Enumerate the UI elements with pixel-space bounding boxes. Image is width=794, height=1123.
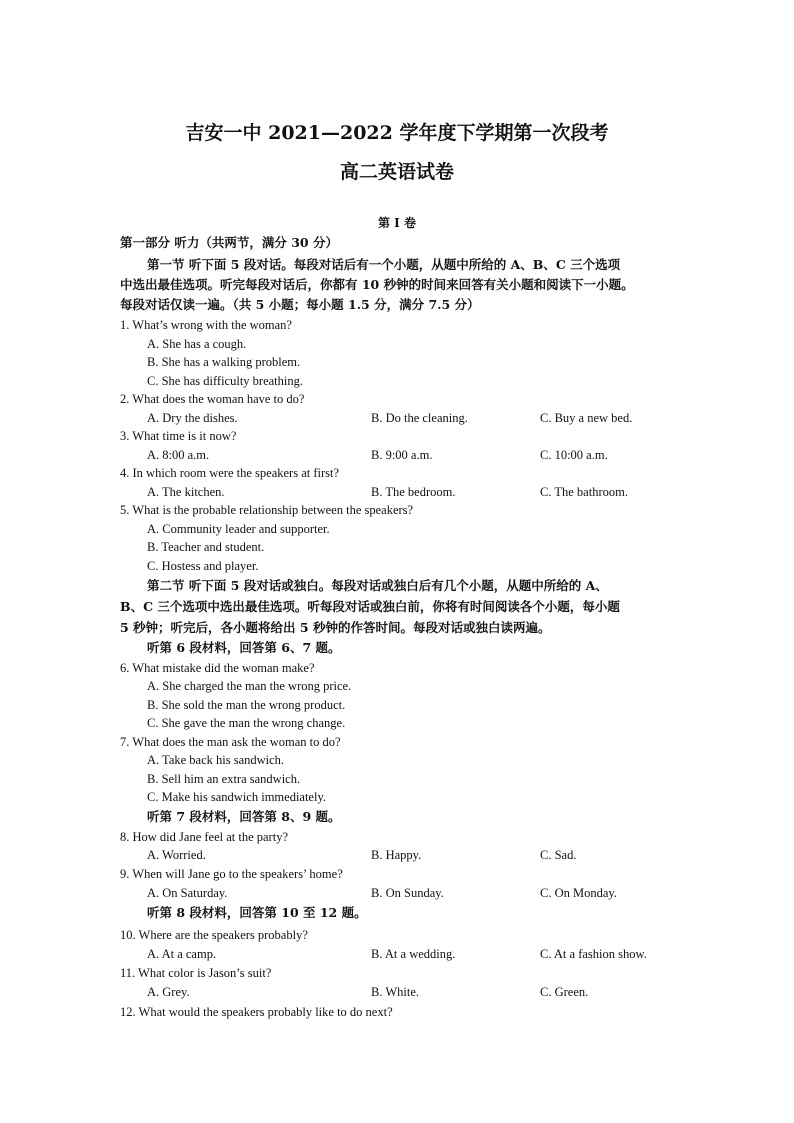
option-2a: A. Dry the dishes. <box>147 411 238 425</box>
option-7c: C. Make his sandwich immediately. <box>147 790 327 804</box>
option-5b: B. Teacher and student. <box>147 540 265 554</box>
section1-instructions-line2: 中选出最佳选项。听完每段对话后，你都有 10 秒钟的时间来回答有关小题和阅读下一小题。 <box>120 277 634 292</box>
question-5: 5. What is the probable relationship between the speakers? <box>120 503 414 517</box>
question-6: 6. What mistake did the woman make? <box>120 661 315 675</box>
option-6b: B. She sold the man the wrong product. <box>147 698 346 712</box>
option-1c: C. She has difficulty breathing. <box>147 374 303 388</box>
question-1: 1. What’s wrong with the woman? <box>120 318 292 332</box>
options-row-3 <box>0 447 794 463</box>
option-6a: A. She charged the man the wrong price. <box>147 679 352 693</box>
option-5a: A. Community leader and supporter. <box>147 522 330 536</box>
material-6-heading: 听第 6 段材料，回答第 6、7 题。 <box>147 640 341 655</box>
question-9: 9. When will Jane go to the speakers’ home? <box>120 867 343 881</box>
option-4b: B. The bedroom. <box>371 485 456 499</box>
option-9b: B. On Sunday. <box>371 886 444 900</box>
options-row-4 <box>0 484 794 500</box>
question-7: 7. What does the man ask the woman to do? <box>120 735 341 749</box>
options-row-9 <box>0 885 794 901</box>
question-3: 3. What time is it now? <box>120 429 237 443</box>
option-11a: A. Grey. <box>147 985 190 999</box>
material-8-heading: 听第 8 段材料，回答第 10 至 12 题。 <box>147 905 367 920</box>
volume-label: 第 I 卷 <box>378 216 416 230</box>
question-2: 2. What does the woman have to do? <box>120 392 305 406</box>
option-3a: A. 8:00 a.m. <box>147 448 210 462</box>
option-9a: A. On Saturday. <box>147 886 228 900</box>
question-11: 11. What color is Jason’s suit? <box>120 966 272 980</box>
exam-title: 吉安一中 2021—2022 学年度下学期第一次段考 <box>185 122 609 144</box>
option-4c: C. The bathroom. <box>540 485 628 499</box>
option-2b: B. Do the cleaning. <box>371 411 468 425</box>
question-4: 4. In which room were the speakers at first? <box>120 466 340 480</box>
option-10a: A. At a camp. <box>147 947 217 961</box>
option-7b: B. Sell him an extra sandwich. <box>147 772 301 786</box>
material-7-heading: 听第 7 段材料，回答第 8、9 题。 <box>147 809 341 824</box>
section2-instructions-line3: 5 秒钟；听完后，各小题将给出 5 秒钟的作答时间。每段对话或独白读两遍。 <box>120 620 551 635</box>
exam-subtitle: 高二英语试卷 <box>339 161 454 183</box>
question-8: 8. How did Jane feel at the party? <box>120 830 288 844</box>
option-11c: C. Green. <box>540 985 589 999</box>
option-5c: C. Hostess and player. <box>147 559 259 573</box>
option-8c: C. Sad. <box>540 848 577 862</box>
options-row-10 <box>0 946 794 962</box>
question-12: 12. What would the speakers probably like to do next? <box>120 1005 393 1019</box>
option-2c: C. Buy a new bed. <box>540 411 633 425</box>
section2-instructions-line2: B、C 三个选项中选出最佳选项。听每段对话或独白前，你将有时间阅读各个小题，每小题 <box>120 599 620 614</box>
question-10: 10. Where are the speakers probably? <box>120 928 308 942</box>
option-1b: B. She has a walking problem. <box>147 355 301 369</box>
option-8b: B. Happy. <box>371 848 422 862</box>
section2-instructions-line1: 第二节 听下面 5 段对话或独白。每段对话或独白后有几个小题，从题中所给的 A、 <box>147 578 608 593</box>
section1-instructions-line3: 每段对话仅读一遍。（共 5 小题；每小题 1.5 分，满分 7.5 分） <box>120 297 480 312</box>
option-6c: C. She gave the man the wrong change. <box>147 716 346 730</box>
section1-instructions-line1: 第一节 听下面 5 段对话。每段对话后有一个小题，从题中所给的 A、B、C 三个选项 <box>147 257 621 272</box>
option-1a: A. She has a cough. <box>147 337 247 351</box>
options-row-2 <box>0 410 794 426</box>
option-3b: B. 9:00 a.m. <box>371 448 433 462</box>
option-3c: C. 10:00 a.m. <box>540 448 608 462</box>
option-10b: B. At a wedding. <box>371 947 456 961</box>
option-10c: C. At a fashion show. <box>540 947 647 961</box>
part1-heading: 第一部分 听力（共两节，满分 30 分） <box>120 235 338 250</box>
option-11b: B. White. <box>371 985 420 999</box>
option-7a: A. Take back his sandwich. <box>147 753 285 767</box>
option-8a: A. Worried. <box>147 848 206 862</box>
option-9c: C. On Monday. <box>540 886 617 900</box>
options-row-8 <box>0 847 794 863</box>
option-4a: A. The kitchen. <box>147 485 225 499</box>
options-row-11 <box>0 984 794 1000</box>
